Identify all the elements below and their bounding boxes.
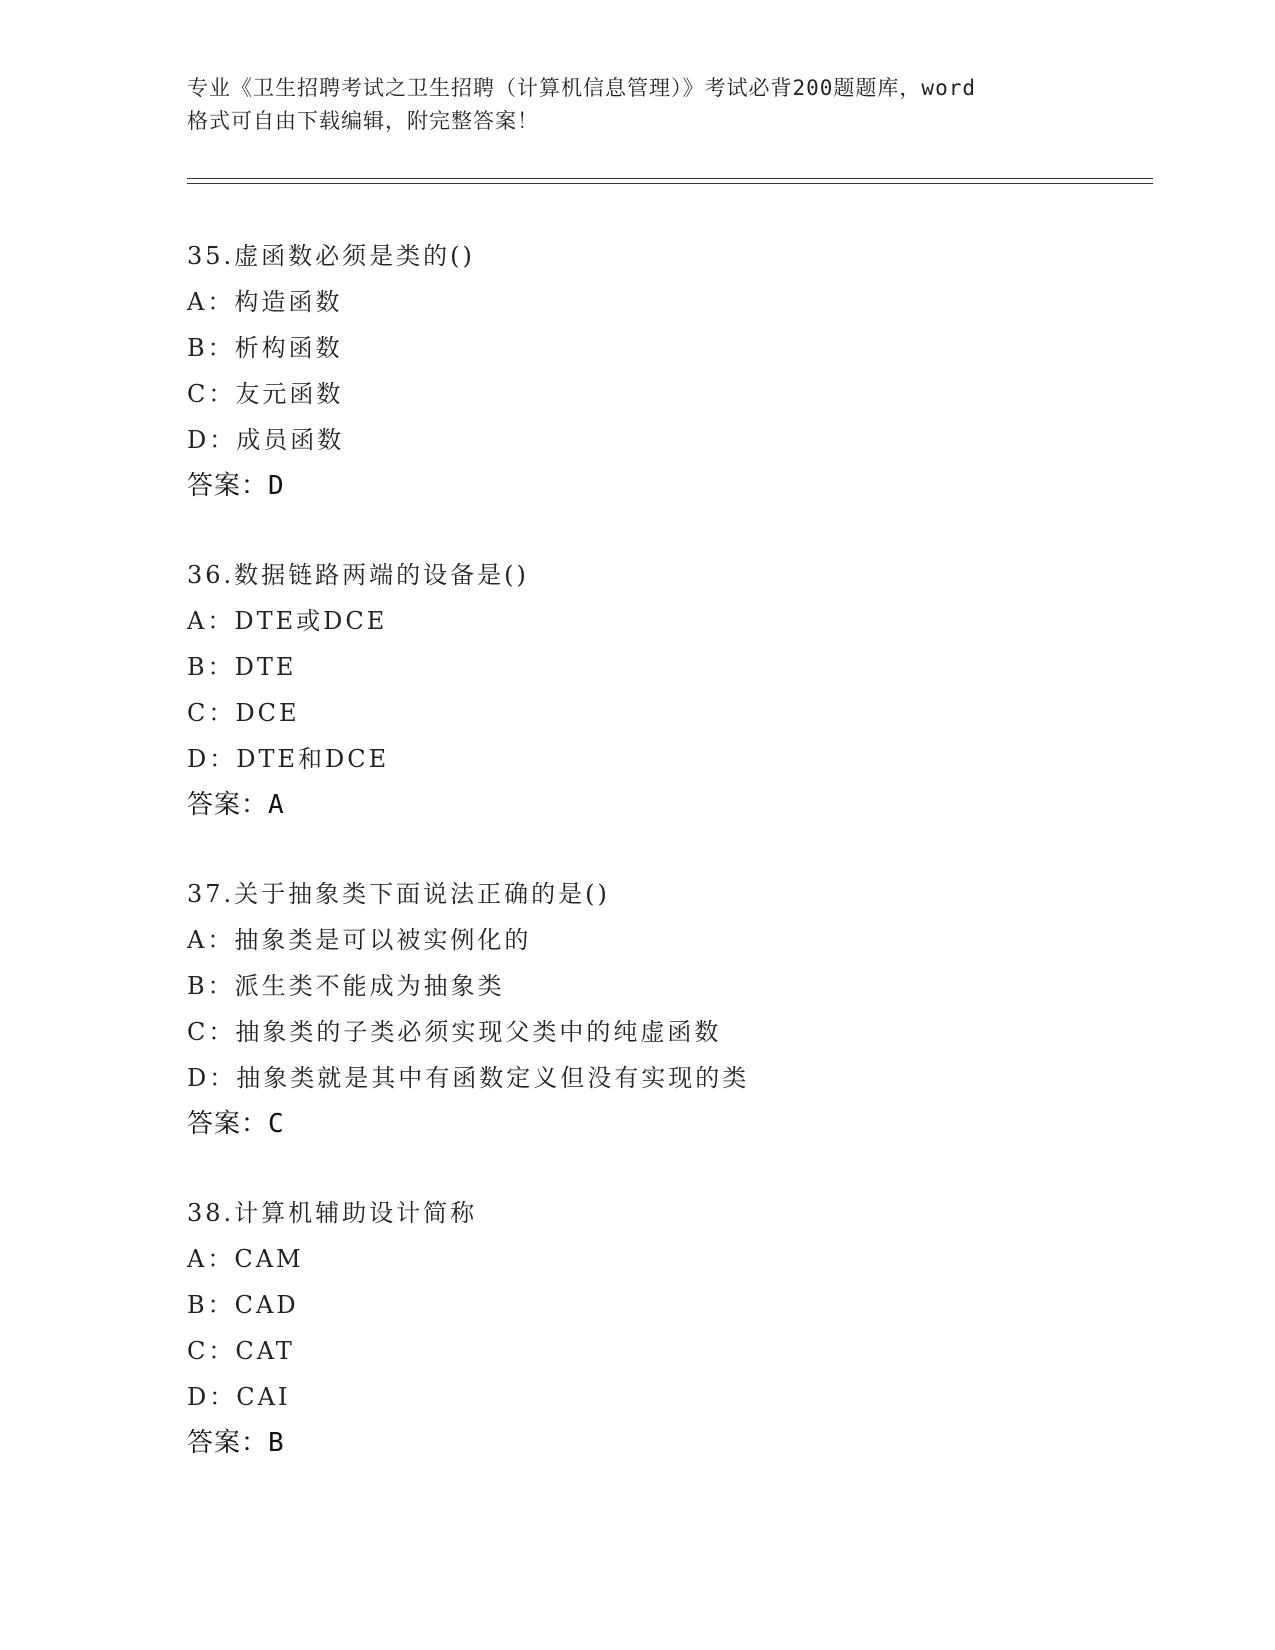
question-stem: 38.计算机辅助设计简称 [187,1199,478,1227]
option-d: D：CAI [187,1383,291,1411]
question-stem: 36.数据链路两端的设备是() [187,561,529,589]
answer-line [187,782,1087,828]
option-b: B：析构函数 [187,334,343,362]
answer-value: A [268,790,285,820]
document-header [187,72,1087,138]
question-stem: 35.虚函数必须是类的() [187,242,475,270]
option-b: B：派生类不能成为抽象类 [187,972,505,1000]
option-a: A：CAM [187,1245,304,1273]
answer-value: D [268,471,285,501]
option-a: A：抽象类是可以被实例化的 [187,926,532,954]
option-b: B：CAD [187,1291,299,1319]
option-a: A：构造函数 [187,288,343,316]
header-divider-top [187,178,1153,179]
option-b: B：DTE [187,653,297,681]
header-line-2: 格式可自由下载编辑，附完整答案！ [187,109,539,133]
answer-value: B [268,1428,285,1458]
question-block [187,233,1087,509]
answer-line [187,463,1087,509]
option-c: C：友元函数 [187,380,344,408]
header-line-1: 专业《卫生招聘考试之卫生招聘（计算机信息管理）》考试必背200题题库，word [187,76,976,100]
option-c: C：抽象类的子类必须实现父类中的纯虚函数 [187,1018,722,1046]
header-divider-bottom [187,183,1153,184]
answer-label: 答案： [187,1428,269,1458]
question-stem: 37.关于抽象类下面说法正确的是() [187,880,610,908]
question-block [187,871,1087,1147]
question-block [187,1190,1087,1466]
option-c: C：DCE [187,699,300,727]
answer-label: 答案： [187,1109,269,1139]
option-c: C：CAT [187,1337,295,1365]
answer-line [187,1420,1087,1466]
answer-label: 答案： [187,471,269,501]
option-d: D：成员函数 [187,426,345,454]
option-d: D：DTE和DCE [187,745,390,773]
answer-label: 答案： [187,790,269,820]
option-d: D：抽象类就是其中有函数定义但没有实现的类 [187,1064,750,1092]
question-block [187,552,1087,828]
option-a: A：DTE或DCE [187,607,388,635]
answer-value: C [268,1109,285,1139]
answer-line [187,1101,1087,1147]
